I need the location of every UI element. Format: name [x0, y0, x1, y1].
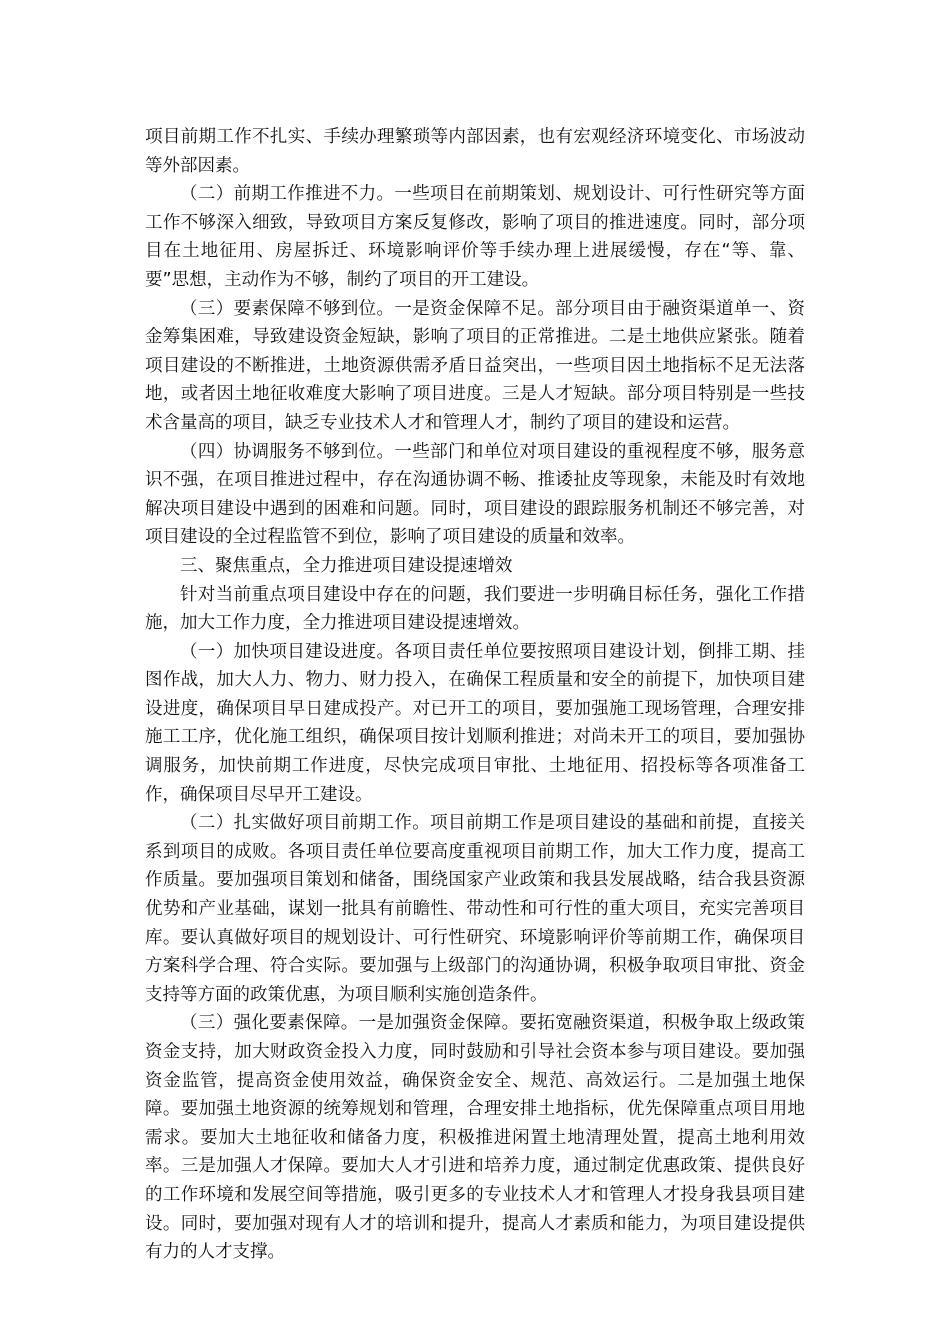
- section-heading-3: 三、聚焦重点，全力推进项目建设提速增效: [180, 555, 513, 576]
- paragraph-section-3-intro: 针对当前重点项目建设中存在的问题，我们要进一步明确目标任务，强化工作措施，加大工作力度，全力推进项目建设提速增效。: [145, 584, 805, 634]
- paragraph-section-2-2: （二）前期工作推进不力。一些项目在前期策划、规划设计、可行性研究等方面工作不够深入细致，导致项目方案反复修改，影响了项目的推进速度。同时，部分项目在土地征用、房屋拆迁、环境影响评价等手续办理上进展缓慢，存在“等、靠、要”思想，主动作为不够，制约了项目的开工建设。: [145, 184, 805, 290]
- paragraph-section-2-4: （四）协调服务不够到位。一些部门和单位对项目建设的重视程度不够，服务意识不强，在项目推进过程中，存在沟通协调不畅、推诿扯皮等现象，未能及时有效地解决项目建设中遇到的困难和问题。同时，项目建设的跟踪服务机制还不够完善，对项目建设的全过程监管不到位，影响了项目建设的质量和效率。: [145, 441, 805, 548]
- paragraph-section-3-3: （三）强化要素保障。一是加强资金保障。要拓宽融资渠道，积极争取上级政策资金支持，加大财政资金投入力度，同时鼓励和引导社会资本参与项目建设。要加强资金监管，提高资金使用效益，确保资金安全、规范、高效运行。二是加强土地保障。要加强土地资源的统筹规划和管理，合理安排土地指标，优先保障重点项目用地需求。要加大土地征收和储备力度，积极推进闲置土地清理处置，提高土地利用效率。三是加强人才保障。要加大人才引进和培养力度，通过制定优惠政策、提供良好的工作环境和发展空间等措施，吸引更多的专业技术人才和管理人才投身我县项目建设。同时，要加强对现有人才的培训和提升，提高人才素质和能力，为项目建设提供有力的人才支撑。: [145, 1013, 805, 1263]
- paragraph-section-3-1: （一）加快项目建设进度。各项目责任单位要按照项目建设计划，倒排工期、挂图作战，加大人力、物力、财力投入，在确保工程质量和安全的前提下，加快项目建设进度，确保项目早日建成投产。对已开工的项目，要加强施工现场管理，合理安排施工工序，优化施工组织，确保项目按计划顺利推进；对尚未开工的项目，要加强协调服务，加快前期工作进度，尽快完成项目审批、土地征用、招投标等各项准备工作，确保项目尽早开工建设。: [145, 641, 805, 805]
- document-page: [145, 123, 805, 1267]
- paragraph-section-2-3: （三）要素保障不够到位。一是资金保障不足。部分项目由于融资渠道单一、资金筹集困难，导致建设资金短缺，影响了项目的正常推进。二是土地供应紧张。随着项目建设的不断推进，土地资源供需矛盾日益突出，一些项目因土地指标不足无法落地，或者因土地征收难度大影响了项目进度。三是人才短缺。部分项目特别是一些技术含量高的项目，缺乏专业技术人才和管理人才，制约了项目的建设和运营。: [145, 298, 805, 433]
- paragraph-continuation: 项目前期工作不扎实、手续办理繁琐等内部因素，也有宏观经济环境变化、市场波动等外部因素。: [145, 127, 805, 176]
- paragraph-section-3-2: （二）扎实做好项目前期工作。项目前期工作是项目建设的基础和前提，直接关系到项目的成败。各项目责任单位要高度重视项目前期工作，加大工作力度，提高工作质量。要加强项目策划和储备，围绕国家产业政策和我县发展战略，结合我县资源优势和产业基础，谋划一批具有前瞻性、带动性和可行性的重大项目，充实完善项目库。要认真做好项目的规划设计、可行性研究、环境影响评价等前期工作，确保项目方案科学合理、符合实际。要加强与上级部门的沟通协调，积极争取项目审批、资金支持等方面的政策优惠，为项目顺利实施创造条件。: [145, 813, 805, 1005]
